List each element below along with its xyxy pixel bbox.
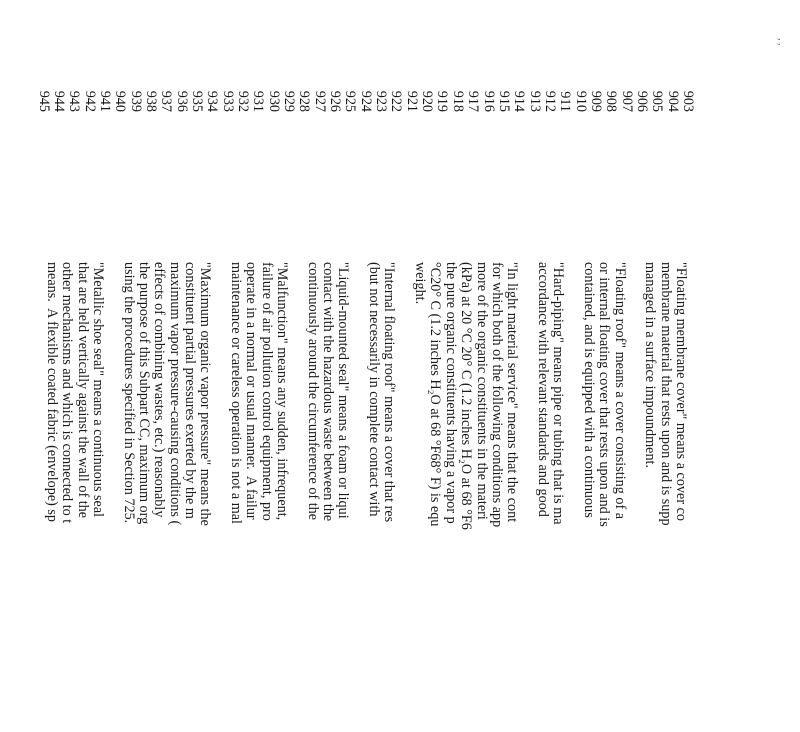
line-number: 906 (633, 90, 650, 112)
text-line: (kPa) at 20 °C 20° C (1.2 inches H₂O at 68 °F6 (458, 262, 475, 530)
paragraph-gap (105, 262, 120, 732)
line-number: 942 (81, 90, 98, 112)
line-number: 918 (449, 90, 466, 112)
line-number: 939 (127, 90, 144, 112)
text-line: for which both of the following conditions app (488, 262, 505, 528)
line-number: 943 (66, 90, 83, 112)
paragraph-gap (396, 262, 411, 732)
line-number: 914 (511, 90, 528, 112)
definition-paragraph (366, 262, 397, 732)
definition-paragraph (581, 262, 627, 732)
text-line: "Internal floating roof" means a cover that res (381, 262, 398, 523)
line-number: 917 (465, 90, 482, 112)
line-number: 926 (327, 90, 344, 112)
text-line: "Floating membrane cover" means a cover co (673, 262, 689, 521)
text-line: that are held vertically against the wall of the (74, 262, 91, 519)
line-number: 922 (388, 90, 405, 112)
line-number: 934 (204, 90, 221, 112)
line-number: 925 (342, 90, 359, 112)
text-line: membrane material that rests upon and is supp (657, 262, 674, 526)
line-number: 911 (557, 91, 574, 112)
text-line: contact with the hazardous waste between the (320, 262, 337, 522)
line-number: 936 (173, 90, 190, 112)
line-number: 923 (373, 90, 390, 112)
text-line: weight. (412, 262, 429, 305)
text-line: other mechanisms and which is connected to t (59, 262, 76, 524)
text-line: maximum vapor pressure-causing conditions ( (166, 262, 183, 526)
text-line: using the procedures specified in Section 725. (120, 262, 137, 524)
text-line: contained, and is equipped with a continuous (580, 262, 597, 518)
definition-paragraph (120, 262, 212, 732)
text-line: operate in a normal or usual manner. A failur (243, 262, 260, 520)
line-number: 904 (664, 90, 681, 112)
definition-paragraph (412, 262, 519, 732)
line-number: 935 (189, 90, 205, 112)
line-number: 932 (235, 90, 252, 112)
line-number: 912 (541, 90, 558, 112)
line-number: 924 (357, 90, 374, 112)
definition-paragraph (228, 262, 289, 732)
line-number: 941 (96, 90, 113, 112)
margin-mark: , , (776, 38, 787, 46)
paragraph-gap (519, 262, 534, 732)
text-line: "Malfunction" means any sudden, infrequent, (274, 262, 291, 521)
paragraph-gap (627, 262, 642, 732)
line-number: 921 (403, 90, 420, 112)
line-number: 916 (480, 90, 497, 112)
text-line: effects of combining wastes, etc.) reasonably (151, 262, 168, 518)
definition-paragraph (642, 262, 688, 732)
paragraph-gap (565, 262, 580, 732)
text-line: more of the organic constituents in the materi (473, 262, 490, 520)
line-number: 910 (572, 90, 589, 112)
text-line: continuously around the circumference of the (304, 262, 321, 521)
line-number: 909 (587, 90, 604, 112)
text-line: the pure organic constituents having a vapor p (442, 262, 459, 524)
line-number: 928 (296, 90, 313, 112)
text-line: constituent partial pressures exerted by the m (182, 262, 198, 519)
line-number: 903 (680, 90, 696, 112)
line-number: 915 (495, 90, 512, 112)
text-line: °C20° C (1.2 inches H₂O at 68 °F68° F) is equ (427, 262, 444, 527)
line-number: 907 (618, 90, 635, 112)
line-number: 920 (419, 90, 436, 112)
line-number: 919 (434, 90, 451, 112)
paragraph-gap (350, 262, 365, 732)
line-number: 913 (526, 90, 543, 112)
line-number: 908 (603, 90, 620, 112)
line-number: 937 (158, 90, 175, 112)
paragraph-gap (289, 262, 304, 732)
text-line: accordance with relevant standards and good (534, 262, 551, 517)
line-number-column (35, 62, 695, 112)
paragraph-gap (212, 262, 227, 732)
text-line: "Floating roof" means a cover consisting of a (611, 262, 628, 520)
line-number: 944 (50, 90, 67, 112)
text-line: "In light material service" means that the cont (504, 262, 521, 523)
text-line: managed in a surface impoundment. (642, 262, 659, 469)
line-number: 933 (219, 90, 236, 112)
definitions-text (44, 262, 688, 732)
line-number: 930 (265, 90, 282, 112)
line-number: 931 (250, 90, 267, 112)
text-line: failure of air pollution control equipment, pro (258, 262, 275, 521)
line-number: 905 (649, 90, 666, 112)
text-line: (but not necessarily in complete contact with (366, 262, 383, 517)
definition-paragraph (304, 262, 350, 732)
text-line: maintenance or careless operation is not a mal (228, 262, 245, 524)
text-line: "Hard-piping" means pipe or tubing that is ma (550, 262, 567, 525)
line-number: 929 (281, 90, 298, 112)
text-line: means. A flexible coated fabric (envelope) sp (43, 262, 60, 523)
text-line: the purpose of this Subpart CC, maximum org (135, 262, 152, 525)
text-line: "Metallic shoe seal" means a continuous seal (89, 262, 106, 518)
text-line: "Maximum organic vapor pressure" means the (197, 262, 214, 526)
text-line: or internal floating cover that rests upon and is (596, 262, 613, 527)
line-number: 927 (311, 90, 328, 112)
line-number: 945 (35, 90, 52, 112)
text-line: "Liquid-mounted seal" means a foam or liqui (335, 262, 352, 519)
line-number: 938 (142, 90, 159, 112)
definition-paragraph (535, 262, 566, 732)
definition-paragraph (44, 262, 105, 732)
line-number: 940 (112, 90, 129, 112)
